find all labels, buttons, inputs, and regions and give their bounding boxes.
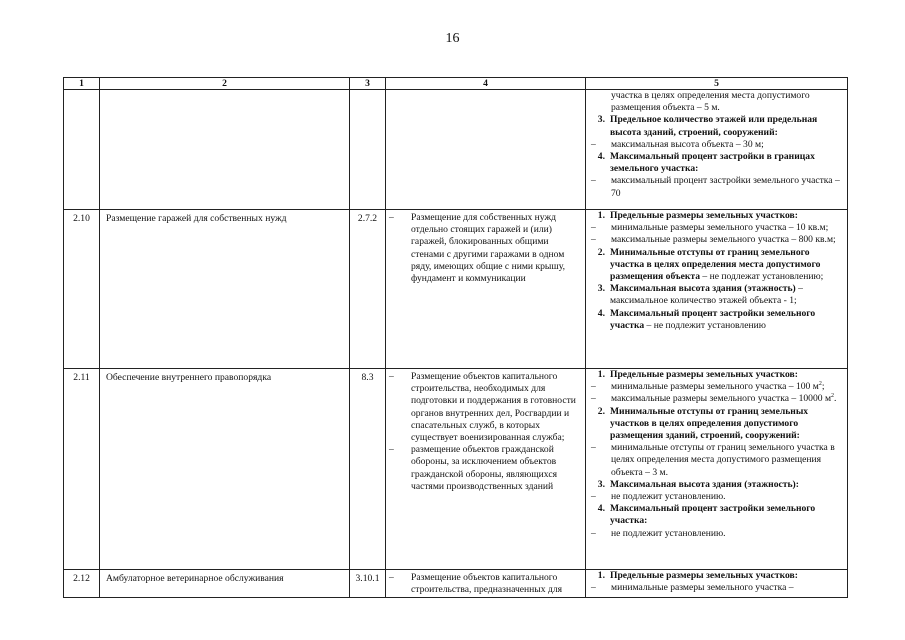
parameter-value: минимальные отступы от границ земельного участка в целях определения места допустимого размещения объекта – 3 м. bbox=[611, 442, 835, 478]
parameter-title: Максимальная высота здания (этажность): bbox=[610, 478, 799, 490]
row-number: 2.12 bbox=[64, 570, 100, 598]
use-type-name: Обеспечение внутреннего правопорядка bbox=[100, 369, 350, 570]
table-row bbox=[64, 570, 848, 598]
parameter-value-tail: ; bbox=[821, 381, 825, 393]
parameters-cell bbox=[586, 90, 848, 210]
header-col-4: 4 bbox=[386, 78, 586, 90]
description-item bbox=[389, 212, 582, 285]
dash-mark: – bbox=[591, 175, 596, 187]
parameter-title-bold: Максимальная высота здания (этажность) bbox=[610, 283, 796, 295]
description-item bbox=[389, 444, 582, 493]
use-type-name: Размещение гаражей для собственных нужд bbox=[100, 210, 350, 369]
parameters-cell bbox=[586, 570, 848, 598]
classifier-code bbox=[350, 90, 386, 210]
parameter-number: 2. bbox=[597, 246, 605, 258]
parameter-item bbox=[589, 234, 844, 246]
header-col-3: 3 bbox=[350, 78, 386, 90]
parameter-item bbox=[589, 222, 844, 234]
parameter-heading bbox=[589, 570, 844, 582]
parameter-value: – максимальное количество этажей объекта - 1; bbox=[610, 283, 803, 307]
description-text: Размещение для собственных нужд отдельно стоящих гаражей и (или) гаражей, блокированных общими стенами с другими гаражами в одном ряду, имеющих общие с ними крышу, фундамент и коммуникации bbox=[411, 212, 565, 285]
parameter-number: 2. bbox=[597, 405, 605, 417]
dash-mark: – bbox=[591, 222, 596, 234]
dash-mark: – bbox=[591, 527, 596, 539]
parameter-value: максимальная высота объекта – 30 м; bbox=[611, 138, 764, 150]
parameter-title bbox=[610, 283, 844, 307]
parameter-item bbox=[589, 582, 844, 594]
parameter-heading bbox=[589, 369, 844, 381]
parameter-number: 4. bbox=[597, 503, 605, 515]
use-description bbox=[386, 570, 586, 598]
parameter-title: Предельные размеры земельных участков: bbox=[610, 210, 798, 221]
parameter-value: не подлежит установлению. bbox=[611, 491, 726, 503]
parameter-title: Предельные размеры земельных участков: bbox=[610, 570, 798, 581]
use-description bbox=[386, 210, 586, 369]
dash-mark: – bbox=[591, 381, 596, 393]
parameter-value: – не подлежит установлению bbox=[644, 319, 766, 331]
dash-mark: – bbox=[389, 371, 394, 382]
parameter-number: 4. bbox=[597, 151, 605, 163]
dash-mark: – bbox=[389, 572, 394, 583]
regulations-table bbox=[63, 77, 848, 598]
parameter-title: Максимальный процент застройки земельного участка: bbox=[610, 503, 816, 527]
parameters-cell bbox=[586, 369, 848, 570]
unit-superscript: 2 bbox=[818, 381, 822, 388]
classifier-code: 3.10.1 bbox=[350, 570, 386, 598]
parameter-title: Предельное количество этажей или предельная высота зданий, строений, сооружений: bbox=[610, 114, 818, 138]
parameter-heading bbox=[589, 479, 844, 491]
parameter-item bbox=[589, 139, 844, 151]
parameter-title-bold: Минимальные отступы от границ земельного участка в целях определения места допустимого размещения объекта bbox=[610, 246, 821, 283]
dash-mark: – bbox=[591, 582, 596, 594]
parameter-item bbox=[589, 442, 844, 479]
parameter-value bbox=[611, 381, 844, 393]
classifier-code: 8.3 bbox=[350, 369, 386, 570]
parameter-heading bbox=[589, 210, 844, 222]
parameter-heading bbox=[589, 503, 844, 527]
parameter-value: не подлежит установлению. bbox=[611, 527, 726, 539]
parameter-number: 3. bbox=[597, 114, 605, 126]
use-type-name: Амбулаторное ветеринарное обслуживания bbox=[100, 570, 350, 598]
table-row bbox=[64, 210, 848, 369]
description-text: размещение объектов гражданской обороны, за исключением объектов гражданской обороны, являющихся частями производственных зданий bbox=[411, 444, 557, 492]
use-type-name bbox=[100, 90, 350, 210]
header-col-5: 5 bbox=[586, 78, 848, 90]
dash-mark: – bbox=[591, 491, 596, 503]
parameter-value-tail: . bbox=[834, 393, 837, 405]
parameter-value: максимальные размеры земельного участка – 800 кв.м; bbox=[611, 234, 836, 246]
parameter-item bbox=[589, 175, 844, 199]
parameter-title: Минимальные отступы от границ земельных участков в целях определения допустимого размещения зданий, строений, сооружений: bbox=[610, 405, 809, 442]
parameter-item bbox=[589, 528, 844, 540]
parameter-value bbox=[611, 393, 844, 405]
parameter-value: минимальные размеры земельного участка – bbox=[611, 582, 794, 594]
parameter-title: Предельные размеры земельных участков: bbox=[610, 369, 798, 380]
description-item bbox=[389, 572, 582, 596]
use-description bbox=[386, 369, 586, 570]
parameter-value-text: максимальные размеры земельного участка – 10000 м bbox=[611, 393, 832, 405]
parameter-number: 4. bbox=[597, 307, 605, 319]
header-row bbox=[64, 78, 848, 90]
table-row bbox=[64, 369, 848, 570]
parameter-title bbox=[610, 308, 844, 332]
unit-superscript: 2 bbox=[831, 393, 835, 400]
description-text: Размещение объектов капитального строительства, предназначенных для bbox=[411, 572, 563, 596]
parameter-title: Максимальный процент застройки в границах земельного участка: bbox=[610, 151, 815, 175]
parameter-number: 3. bbox=[597, 478, 605, 490]
description-item bbox=[389, 371, 582, 444]
parameter-heading bbox=[589, 406, 844, 443]
parameter-heading bbox=[589, 114, 844, 138]
parameter-number: 3. bbox=[597, 283, 605, 295]
header-col-1: 1 bbox=[64, 78, 100, 90]
parameter-heading bbox=[589, 308, 844, 332]
dash-mark: – bbox=[591, 234, 596, 246]
parameter-heading bbox=[589, 151, 844, 175]
parameter-item bbox=[589, 491, 844, 503]
parameter-number: 1. bbox=[597, 570, 605, 581]
dash-mark: – bbox=[389, 444, 394, 456]
dash-mark: – bbox=[591, 442, 596, 454]
dash-mark: – bbox=[591, 138, 596, 150]
parameter-item bbox=[589, 381, 844, 393]
parameter-value: минимальные размеры земельного участка – 10 кв.м; bbox=[611, 222, 829, 234]
page-number: 16 bbox=[445, 31, 460, 46]
header-col-2: 2 bbox=[100, 78, 350, 90]
row-number bbox=[64, 90, 100, 210]
parameter-heading bbox=[589, 283, 844, 307]
parameter-item bbox=[589, 393, 844, 405]
dash-mark: – bbox=[389, 212, 394, 223]
parameter-value-text: минимальные размеры земельного участка – 100 м bbox=[611, 381, 819, 393]
description-text: Размещение объектов капитального строительства, необходимых для подготовки и поддержания в готовности органов внутренних дел, Росгвардии и спасательных служб, в которых существует военизированная служба; bbox=[411, 371, 576, 444]
use-description bbox=[386, 90, 586, 210]
parameters-cell bbox=[586, 210, 848, 369]
parameter-number: 1. bbox=[597, 369, 605, 380]
parameter-title bbox=[610, 247, 844, 284]
row-number: 2.11 bbox=[64, 369, 100, 570]
dash-mark: – bbox=[591, 393, 596, 405]
table-row bbox=[64, 90, 848, 210]
parameter-value: – не подлежат установлению; bbox=[700, 271, 824, 283]
classifier-code: 2.7.2 bbox=[350, 210, 386, 369]
parameter-value: максимальный процент застройки земельного участка – 70 bbox=[611, 175, 840, 199]
parameter-text: участка в целях определения места допустимого размещения объекта – 5 м. bbox=[611, 90, 810, 114]
parameter-number: 1. bbox=[597, 210, 605, 221]
parameter-title-bold: Максимальный процент застройки земельного участка bbox=[610, 307, 816, 331]
row-number: 2.10 bbox=[64, 210, 100, 369]
parameter-heading bbox=[589, 247, 844, 284]
